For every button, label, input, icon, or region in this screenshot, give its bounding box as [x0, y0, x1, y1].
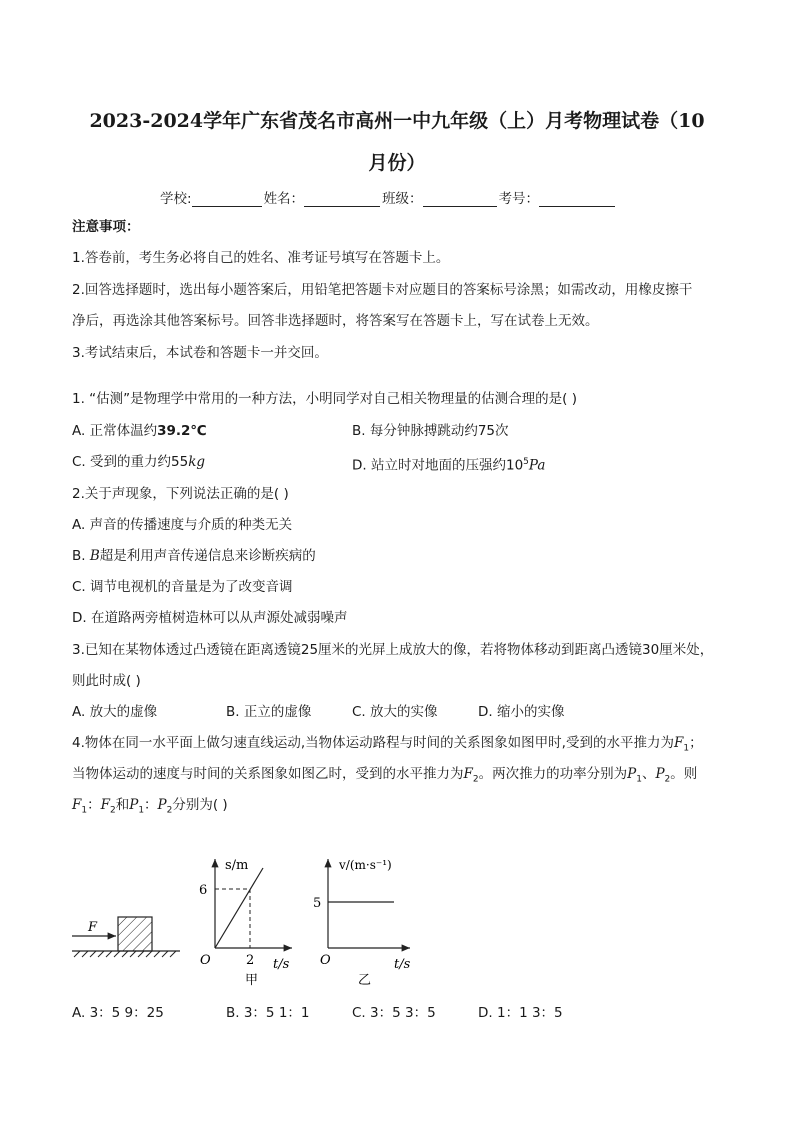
- q4-ratio-f1-sub: 1: [81, 805, 88, 816]
- q3-option-b[interactable]: B. 正立的虚像: [226, 704, 312, 720]
- q4-p1-sub: 1: [636, 774, 642, 785]
- q2-option-b[interactable]: [72, 547, 316, 565]
- note-2-line1: 2.回答选择题时，选出每小题答案后，用铅笔把答题卡对应题目的答案标号涂黑；如需改动，用橡皮擦干: [72, 282, 693, 298]
- graph-jia: [199, 858, 292, 988]
- q4-option-d[interactable]: D. 1：1 3：5: [478, 1005, 563, 1021]
- student-info: [160, 187, 617, 207]
- q3-stem-line2: 则此时成( ): [72, 673, 141, 689]
- q1-c-unit: kg: [188, 454, 206, 470]
- q2-option-d[interactable]: D. 在道路两旁植树造林可以从声源处减弱噪声: [72, 610, 348, 626]
- jia-line: [215, 868, 263, 948]
- jia-y-axis-label: s/m: [225, 858, 249, 873]
- q4-f2-sym: F: [463, 766, 473, 782]
- q4-s3-end: 分别为( ): [172, 797, 228, 813]
- q4-p-sep: 、: [641, 766, 656, 782]
- q4-option-c[interactable]: C. 3：5 3：5: [352, 1005, 436, 1021]
- jia-y-tick: 6: [199, 883, 208, 898]
- q3-option-c[interactable]: C. 放大的实像: [352, 704, 438, 720]
- q3-option-a[interactable]: A. 放大的虚像: [72, 704, 158, 720]
- q4-figure: [60, 845, 440, 995]
- q4-s2-mid: 。两次推力的功率分别为: [478, 766, 628, 782]
- q1-option-c[interactable]: [72, 453, 205, 471]
- q1-c-text: C. 受到的重力约55: [72, 454, 189, 470]
- q2-stem: 2.关于声现象，下列说法正确的是( ): [72, 486, 289, 502]
- jia-caption: 甲: [245, 973, 259, 988]
- q1-option-d[interactable]: [352, 453, 545, 475]
- q4-option-a[interactable]: A. 3：5 9：25: [72, 1005, 164, 1021]
- q4-p2-sym: P: [655, 766, 665, 782]
- q4-s2-end: 。则: [670, 766, 698, 782]
- q1-d-text: D. 站立时对地面的压强约10: [352, 457, 524, 474]
- ground-hatching: [74, 951, 176, 957]
- school-label: 学校:: [160, 191, 192, 207]
- q1-option-a[interactable]: [72, 422, 207, 440]
- notes-heading: 注意事项：: [72, 219, 140, 235]
- q2-option-a[interactable]: A. 声音的传播速度与介质的种类无关: [72, 517, 293, 533]
- q2-b-var: B: [89, 548, 100, 564]
- q4-ratio-colon1: ：: [87, 797, 101, 813]
- q4-ratio-f2-sub: 2: [109, 805, 116, 816]
- q1-stem: 1. “估测”是物理学中常用的一种方法，小明同学对自己相关物理量的估测合理的是( ): [72, 391, 577, 407]
- q1-d-unit: Pa: [528, 457, 546, 474]
- force-label: F: [88, 920, 98, 935]
- q4-f1-sub: 1: [683, 743, 690, 754]
- name-label: 姓名：: [263, 191, 305, 207]
- yi-x-axis-label: t/s: [394, 957, 411, 972]
- jia-origin: O: [200, 953, 211, 968]
- q4-ratio-and: 和: [115, 797, 130, 813]
- note-2-line2: 净后，再选涂其他答案标号。回答非选择题时，将答案写在答题卡上，写在试卷上无效。: [72, 313, 599, 329]
- q4-stem-line1: [72, 734, 703, 758]
- page-title-line1: 2023-2024学年广东省茂名市高州一中九年级（上）月考物理试卷（10: [89, 110, 705, 132]
- q4-s2-text: 当物体运动的速度与时间的关系图象如图乙时，受到的水平推力为: [72, 766, 464, 782]
- q4-stem-line2: [72, 765, 697, 789]
- number-field[interactable]: [539, 192, 615, 207]
- number-label: 考号：: [498, 191, 540, 207]
- school-field[interactable]: [192, 192, 262, 207]
- q1-a-text: A. 正常体温约: [72, 423, 158, 439]
- jia-x-tick: 2: [246, 953, 255, 968]
- q3-option-d[interactable]: D. 缩小的实像: [478, 704, 565, 720]
- class-field[interactable]: [423, 192, 497, 207]
- q4-ratio-p2: P: [157, 797, 167, 813]
- q1-a-value: 39.2℃: [157, 423, 207, 439]
- q4-ratio-colon2: ：: [144, 797, 158, 813]
- yi-y-axis-label: v/(m·s⁻¹): [339, 858, 392, 872]
- q4-ratio-f2: F: [100, 797, 110, 813]
- q4-option-b[interactable]: B. 3：5 1：1: [226, 1005, 310, 1021]
- q4-p1-sym: P: [627, 766, 637, 782]
- q2-b-post: 超是利用声音传递信息来诊断疾病的: [99, 548, 316, 564]
- class-label: 班级：: [382, 191, 423, 207]
- yi-origin: O: [320, 953, 331, 968]
- block-diagram: [72, 917, 180, 957]
- page-title-line2: 月份）: [368, 152, 426, 174]
- graph-yi: [313, 858, 411, 988]
- note-1: 1.答卷前，考生务必将自己的姓名、准考证号填写在答题卡上。: [72, 250, 450, 266]
- q4-ratio-f1: F: [72, 797, 82, 813]
- yi-y-tick: 5: [313, 896, 322, 911]
- q4-s1-text: 4.物体在同一水平面上做匀速直线运动,当物体运动路程与时间的关系图象如图甲时,受到的水平推力为: [72, 735, 674, 751]
- q1-d-exponent: 5: [523, 457, 529, 467]
- block: [118, 917, 152, 951]
- q4-s1-end: ；: [689, 735, 703, 751]
- q4-stem-line3: [72, 796, 228, 820]
- q4-f1-sym: F: [673, 735, 684, 751]
- q2-b-prefix: B.: [72, 548, 90, 564]
- q2-option-c[interactable]: C. 调节电视机的音量是为了改变音调: [72, 579, 293, 595]
- q4-ratio-p2-sub: 2: [166, 805, 173, 816]
- q4-ratio-p1: P: [129, 797, 139, 813]
- q3-stem-line1: 3.已知在某物体透过凸透镜在距离透镜25厘米的光屏上成放大的像，若将物体移动到距离凸透镜30厘米处，: [72, 642, 714, 658]
- jia-x-axis-label: t/s: [273, 957, 290, 972]
- q4-p2-sub: 2: [664, 774, 671, 785]
- yi-caption: 乙: [358, 973, 372, 988]
- q1-option-b[interactable]: B. 每分钟脉搏跳动约75次: [352, 423, 509, 439]
- q4-f2-sub: 2: [472, 774, 479, 785]
- q4-ratio-p1-sub: 1: [138, 805, 145, 816]
- name-field[interactable]: [304, 192, 380, 207]
- note-3: 3.考试结束后，本试卷和答题卡一并交回。: [72, 345, 328, 361]
